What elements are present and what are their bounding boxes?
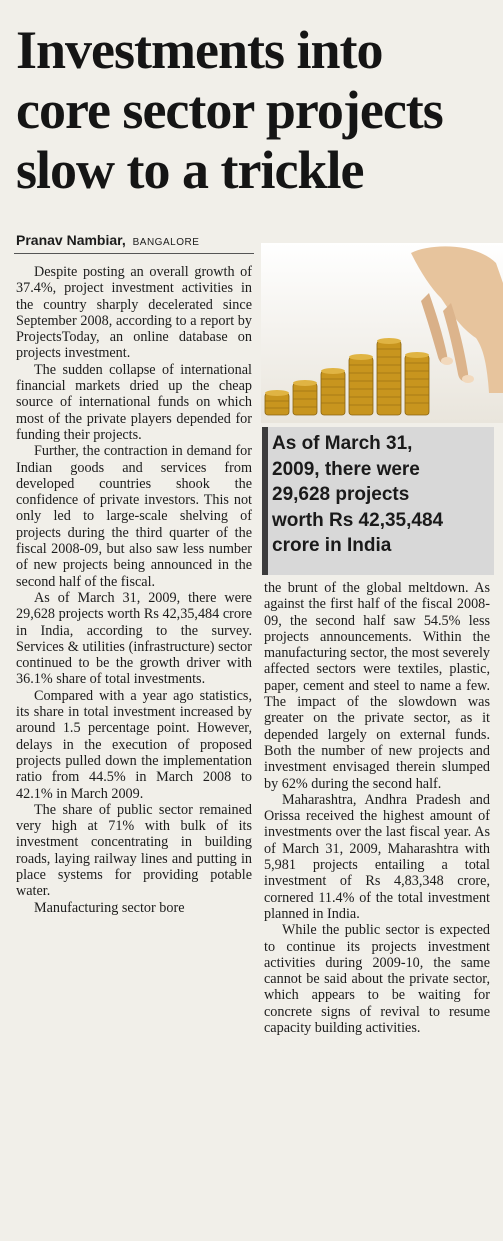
article-column-1 (16, 264, 252, 916)
coin-stacks-photo (261, 243, 503, 423)
paragraph: Compared with a year ago statistics, its share in total investment increased by around 1.5 percentage point. However, delays in the execution of proposed projects pulled down the implementation ratio from 44.5% in March 2008 to 42.1% in March 2009. (16, 687, 252, 802)
headline-line-3: slow to a trickle (16, 140, 364, 200)
coin-stacks-hand-icon (261, 243, 503, 423)
dateline-location: BANGALORE (132, 237, 200, 248)
byline (16, 232, 199, 248)
author-name: Pranav Nambiar, (16, 232, 126, 248)
byline-rule (14, 253, 254, 254)
paragraph: The share of public sector remained very high at 71% with bulk of its investment concentrating in building roads, laying railway lines and putting in place systems for providing potable water. (16, 801, 252, 900)
paragraph: The sudden collapse of international financial markets dried up the cheap source of international funds on which most of the private players depended for funding their projects. (16, 361, 252, 443)
pull-quote-bar (262, 427, 268, 575)
paragraph: the brunt of the global meltdown. As against the first half of the fiscal 2008-09, the second half saw 54.5% less projects announcements. Within the manufacturing sector, the most severely affected sectors were textiles, plastic, paper, cement and steel to name a few. The impact of the slowdown was greater on the private sector, as it depended largely on external funds. Both the number of new projects and investment envisaged therein slumped by 62% during the second half. (264, 580, 490, 792)
paragraph: Maharashtra, Andhra Pradesh and Orissa received the highest amount of investments over the last fiscal year. As of March 31, 2009, Maharashtra with 5,981 projects entailing a total investment of Rs 4,83,348 crore, cornered 11.4% of the total investment planned in India. (264, 791, 490, 922)
pull-quote (262, 427, 494, 575)
paragraph: As of March 31, 2009, there were 29,628 projects worth Rs 42,35,484 crore in India, according to the survey. Services & utilities (infrastructure) sector continued to be the growth driver with 36.1% share of total investments. (16, 589, 252, 688)
headline-line-2: core sector projects (16, 80, 443, 140)
paragraph: While the public sector is expected to continue its projects investment activities during 2009-10, the same cannot be said about the private sector, which appears to be waiting for concrete signs of revival to resume capacity building activities. (264, 922, 490, 1037)
headline (16, 20, 496, 200)
paragraph: Despite posting an overall growth of 37.4%, project investment activities in the country sharply decelerated since September 2008, according to a report by ProjectsToday, an online database on projects investment. (16, 264, 252, 362)
paragraph: Further, the contraction in demand for Indian goods and services from developed countries shook the confidence of private investors. This not only led to large-scale shelving of projects during the third quarter of the fiscal 2008-09, but also saw less number of new projects being announced in the second half of the fiscal. (16, 443, 252, 590)
headline-line-1: Investments into (16, 20, 383, 80)
article-column-2 (264, 580, 490, 1036)
paragraph: Manufacturing sector bore (34, 899, 185, 916)
pull-quote-text: As of March 31, 2009, there were 29,628 projects worth Rs 42,35,484 crore in India (272, 433, 444, 556)
